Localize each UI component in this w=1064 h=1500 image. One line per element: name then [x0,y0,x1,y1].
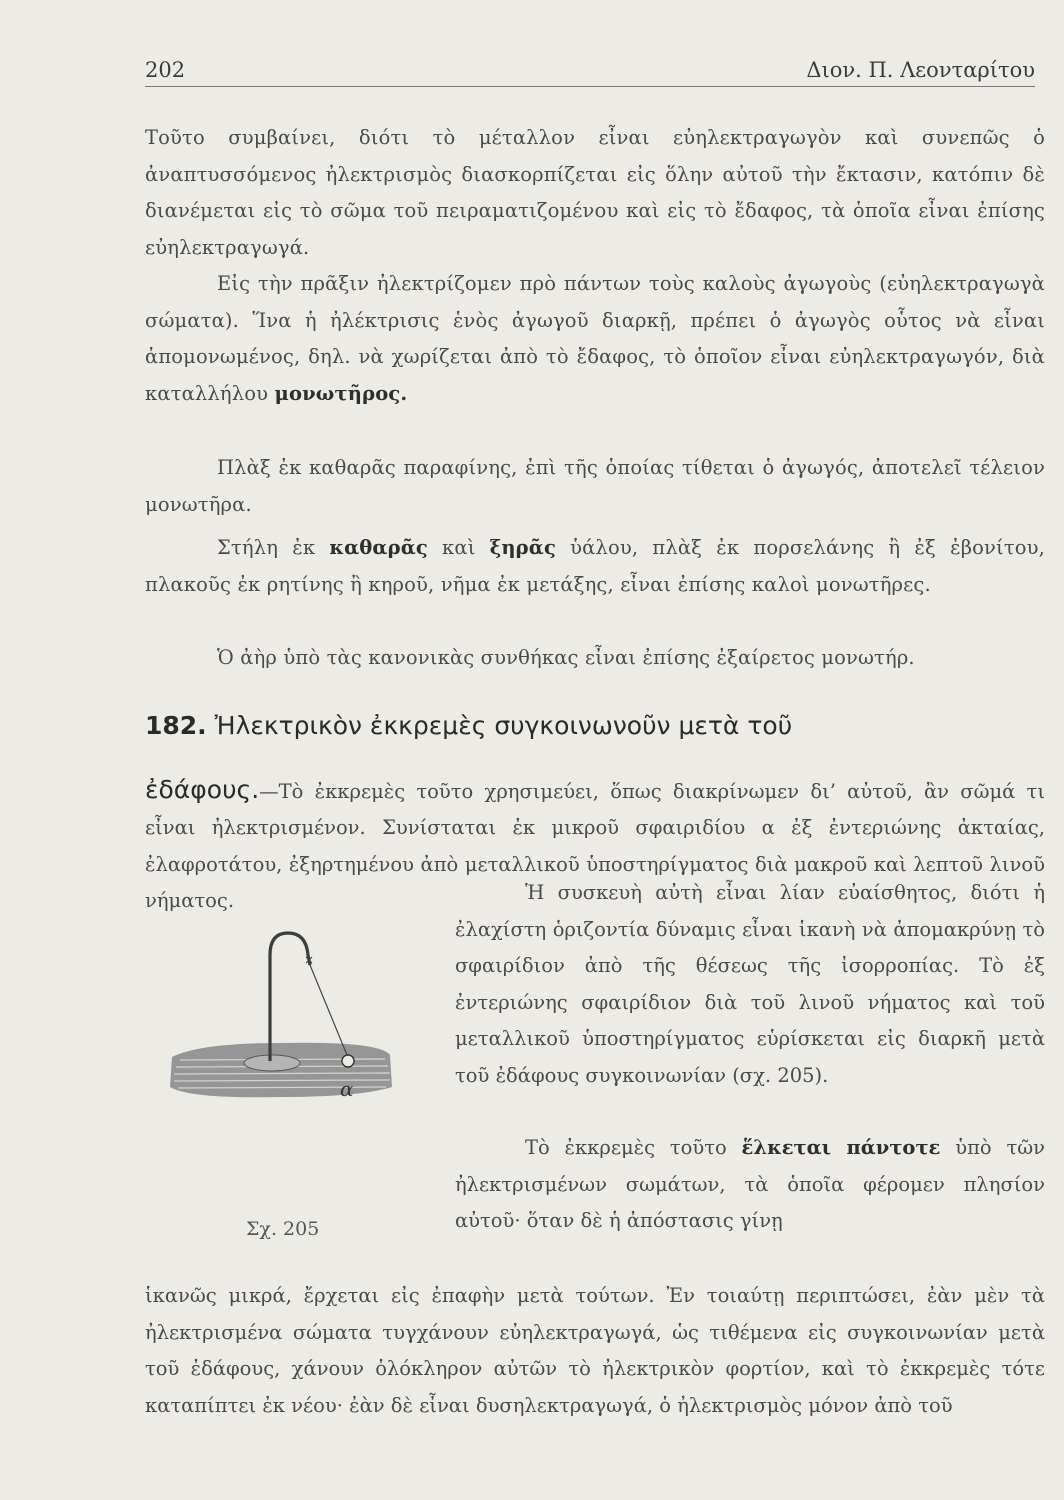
term-always-attracted: ἕλκεται πάντοτε [741,1136,941,1159]
figure-label-alpha: α [340,1077,354,1101]
paragraph-4-b: καὶ [427,536,490,559]
side-paragraph-1: Ἡ συσκευὴ αὐτὴ εἶναι λίαν εὐαίσθητος, διότι ἡ ἐλαχίστη ὁριζοντία δύναμις εἶναι ἱκανὴ νὰ ἀπομακρύνῃ τὸ σφαιρίδιον ἀπὸ τῆς θέσεως τῆς ἰσορροπίας. Τὸ ἐξ ἐντεριώνης σφαιρίδιον διὰ τοῦ λινοῦ νήματος καὶ τοῦ μεταλλικοῦ ὑποστηρίγματος εὑρίσκεται εἰς διαρκῆ μετὰ τοῦ ἐδάφους συγκοινωνίαν (σχ. 205). [455,881,1045,1087]
linen-thread [310,965,347,1055]
term-clean: καθαρᾶς [329,536,428,559]
paragraph-4 [145,530,1045,603]
header-rule [145,86,1035,87]
paragraph-1: Τοῦτο συμβαίνει, διότι τὸ μέταλλον εἶναι εὐηλεκτραγωγὸν καὶ συνεπῶς ὁ ἀναπτυσσόμενος ἠλεκτρισμὸς διασκορπίζεται εἰς ὅλην αὐτοῦ τὴν ἔκτασιν, κατόπιν δὲ διανέμεται εἰς τὸ σῶμα τοῦ πειραματιζομένου καὶ εἰς τὸ ἔδαφος, τὰ ὁποῖα εἶναι ἐπίσης εὐηλεκτραγωγά. [145,126,1045,259]
paragraph-2 [145,266,1045,412]
pith-ball [342,1055,354,1067]
side-paragraph-2-b: ὑπὸ τῶν ἠλεκτρισμένων σωμάτων, τὰ ὁποῖα φέρομεν πλησίον αὐτοῦ· ὅταν δὲ ἡ ἀπόστασις γίνῃ [455,1136,1045,1233]
paragraph-4-a: Στήλη ἐκ [217,536,330,559]
figure-pendulum [160,915,400,1115]
section-heading [145,708,1045,744]
section-body-text: —Τὸ ἐκκρεμὲς τοῦτο χρησιμεύει, ὅπως διακρίνωμεν δι’ αὐτοῦ, ἂν σῶμά τι εἶναι ἠλεκτρισμένον. Συνίσταται ἐκ μικροῦ σφαιριδίου α ἐξ ἐντεριώνης ἀκταίας, ἐλαφροτάτου, ἐξηρτημένου ἀπὸ μεταλλικοῦ ὑποστηρίγματος διὰ μακροῦ καὶ λεπτοῦ λινοῦ νήματος. [145,779,1045,913]
term-dry: ξηρᾶς [489,536,556,559]
page-number: 202 [145,58,186,82]
stand-foot [244,1055,300,1071]
side-paragraph-2-a: Τὸ ἐκκρεμὲς τοῦτο [525,1136,742,1159]
running-head: Διον. Π. Λεονταρίτου [806,58,1035,82]
page-header [145,58,1045,88]
closing-paragraph: ἱκανῶς μικρά, ἔρχεται εἰς ἐπαφὴν μετὰ τούτων. Ἐν τοιαύτῃ περιπτώσει, ἐὰν μὲν τὰ ἠλεκτρισμένα σώματα τυγχάνουν εὐηλεκτραγωγά, ὡς τιθέμενα εἰς συγκοινωνίαν μετὰ τοῦ ἐδάφους, χάνουν ὁλόκληρον αὐτῶν τὸ ἠλεκτρικὸν φορτίον, καὶ τὸ ἐκκρεμὲς τότε καταπίπτει ἐκ νέου· ἐὰν δὲ εἶναι δυσηλεκτραγωγά, ὁ ἠλεκτρισμὸς μόνον ἀπὸ τοῦ [145,1284,1045,1417]
paragraph-4-c: ὑάλου, πλὰξ ἐκ πορσελάνης ἢ ἐξ ἐβονίτου, πλακοῦς ἐκ ρητίνης ἢ κηροῦ, νῆμα ἐκ μετάξης, εἶναι ἐπίσης καλοὶ μονωτῆρες. [145,536,1046,596]
term-insulator: μονωτῆρος. [274,381,408,405]
section-title-end: ἐδάφους. [145,774,260,804]
paragraph-5: Ὁ ἀὴρ ὑπὸ τὰς κανονικὰς συνθήκας εἶναι ἐπίσης ἐξαίρετος μονωτήρ. [217,646,915,669]
section-title: Ἠλεκτρικὸν ἐκκρεμὲς συγκοινωνοῦν μετὰ τοῦ [214,711,793,740]
metal-support [270,933,310,1061]
paragraph-3: Πλὰξ ἐκ καθαρᾶς παραφίνης, ἐπὶ τῆς ὁποίας τίθεται ὁ ἀγωγός, ἀποτελεῖ τέλειον μονωτῆρα. [145,456,1045,516]
side-paragraph-2 [455,1130,1045,1240]
section-number: 182. [145,711,207,740]
figure-caption: Σχ. 205 [246,1218,320,1240]
paragraph-2-text: Εἰς τὴν πρᾶξιν ἠλεκτρίζομεν πρὸ πάντων τοὺς καλοὺς ἀγωγοὺς (εὐηλεκτραγωγὰ σώματα). Ἵνα ἡ ἠλέκτρισις ἑνὸς ἀγωγοῦ διαρκῇ, πρέπει ὁ ἀγωγὸς οὗτος νὰ εἶναι ἀπομονωμένος, δηλ. νὰ χωρίζεται ἀπὸ τὸ ἔδαφος, τὸ ὁποῖον εἶναι εὐηλεκτραγωγόν, διὰ καταλλήλου [145,272,1045,405]
pendulum-illustration [160,915,400,1115]
